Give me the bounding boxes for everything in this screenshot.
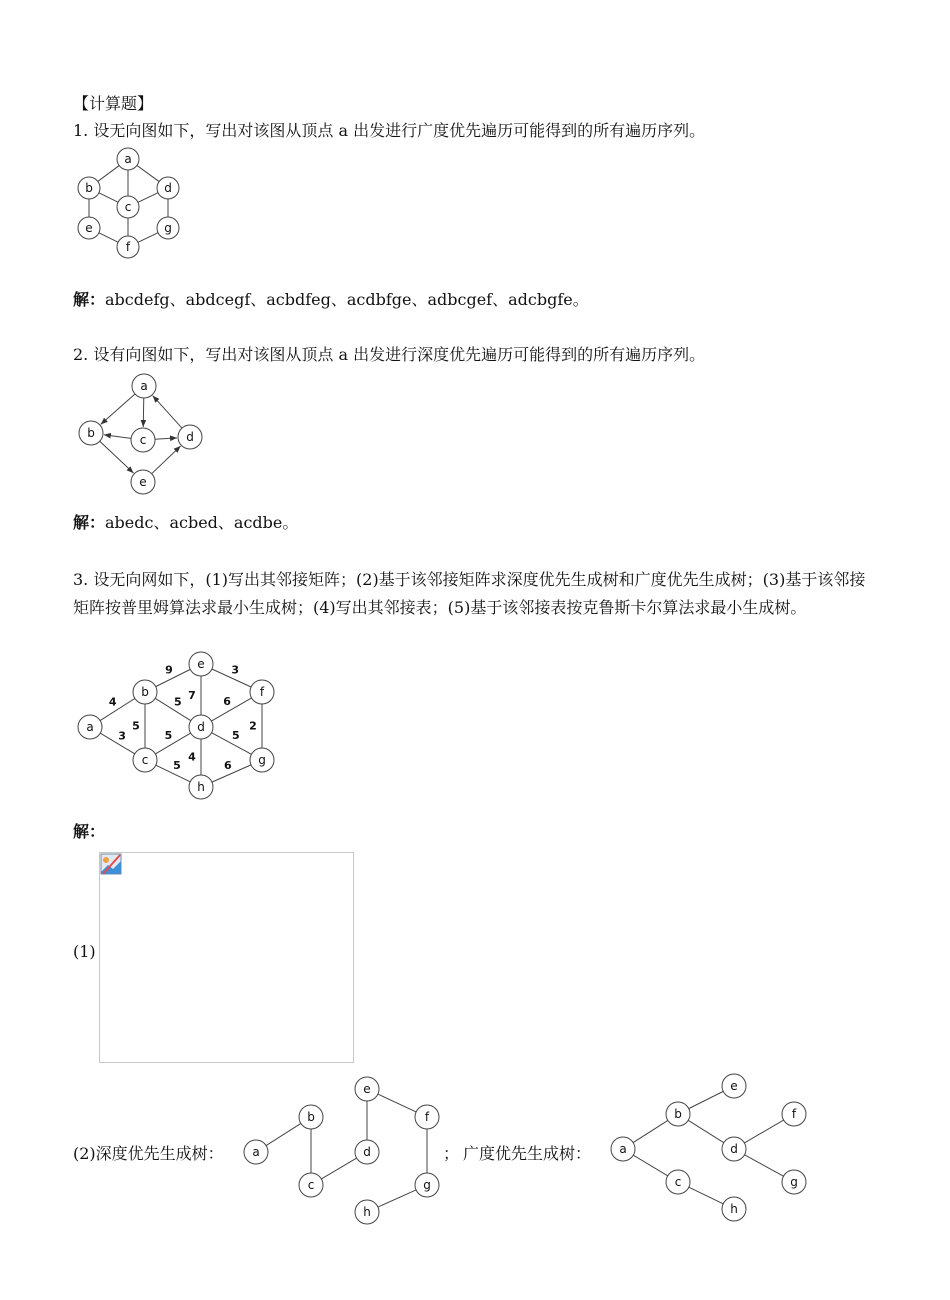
edge-b-e — [689, 1091, 724, 1108]
edge-e-f — [99, 233, 118, 242]
svg-text:h: h — [730, 1202, 738, 1216]
edge-weight-c-d: 5 — [164, 729, 173, 743]
answer-1 — [73, 289, 589, 311]
answer-1-text: abcdefg、abdcegf、acbdfeg、acdbfge、adbcgef、adcbgfe。 — [105, 290, 589, 309]
question-1-text: 1. 设无向图如下，写出对该图从顶点 a 出发进行广度优先遍历可能得到的所有遍历序列。 — [73, 121, 706, 140]
node-f — [250, 680, 274, 704]
edge-a-b — [101, 394, 135, 424]
node-a — [244, 1140, 268, 1164]
edge-c-d — [155, 733, 190, 754]
svg-text:g: g — [258, 753, 266, 767]
svg-text:b: b — [307, 1110, 315, 1124]
section-title: 【计算题】 — [73, 94, 154, 113]
svg-text:d: d — [186, 430, 194, 444]
edge-c-d — [321, 1158, 356, 1179]
edge-a-c — [143, 398, 144, 427]
edge-b-e — [156, 669, 191, 686]
edge-weight-e-f: 3 — [231, 663, 240, 677]
node-b — [133, 680, 157, 704]
svg-text:a: a — [140, 379, 148, 393]
answer-1-prefix: 解： — [73, 290, 106, 309]
svg-text:e: e — [197, 657, 205, 671]
edge-d-f — [744, 1120, 783, 1143]
edge-weight-f-g: 2 — [249, 719, 257, 733]
edge-b-e — [100, 441, 134, 473]
edge-weight-b-d: 5 — [173, 695, 182, 709]
part-2-bfs-label: 广度优先生成树： — [463, 1144, 592, 1163]
edge-weight-c-h: 5 — [173, 758, 181, 772]
svg-text:e: e — [363, 1082, 371, 1096]
svg-text:a: a — [124, 152, 132, 166]
node-a — [78, 715, 102, 739]
svg-text:c: c — [139, 433, 147, 447]
node-f — [415, 1105, 439, 1129]
node-d — [722, 1137, 746, 1161]
node-b — [78, 177, 100, 199]
svg-text:f: f — [259, 685, 265, 699]
node-e — [189, 652, 213, 676]
svg-text:a: a — [86, 720, 94, 734]
edge-weight-d-h: 4 — [188, 750, 196, 764]
answer-2 — [73, 512, 298, 534]
edge-a-b — [633, 1120, 668, 1142]
svg-text:e: e — [139, 475, 147, 489]
node-h — [355, 1200, 379, 1224]
broken-image-icon — [100, 853, 122, 875]
svg-text:d: d — [197, 720, 205, 734]
edge-d-a — [153, 396, 182, 428]
edge-weight-h-g: 6 — [224, 758, 232, 772]
svg-text:h: h — [363, 1205, 371, 1219]
svg-text:d: d — [164, 181, 172, 195]
edge-b-c — [99, 193, 118, 202]
svg-text:c: c — [307, 1178, 315, 1192]
node-e — [355, 1077, 379, 1101]
edge-c-d — [138, 193, 158, 203]
bfs-spanning-tree — [606, 1072, 811, 1222]
edge-weight-b-e: 9 — [165, 663, 173, 677]
svg-text:f: f — [424, 1110, 430, 1124]
node-c — [133, 748, 157, 772]
node-f — [782, 1102, 806, 1126]
node-d — [157, 177, 179, 199]
question-3-text: 3. 设无向网如下，(1)写出其邻接矩阵；(2)基于该邻接矩阵求深度优先生成树和广度优先生成树；(3)基于该邻接矩阵按普里姆算法求最小生成树；(4)写出其邻接表；(5)基于该邻接表按克鲁斯卡尔算法求最小生成树。 — [73, 570, 866, 617]
node-d — [355, 1140, 379, 1164]
edge-g-h — [378, 1190, 416, 1207]
node-g — [415, 1173, 439, 1197]
node-h — [722, 1197, 746, 1221]
edge-e-d — [152, 446, 181, 474]
node-d — [178, 425, 202, 449]
svg-text:f: f — [791, 1107, 797, 1121]
part-1-label: (1) — [73, 942, 96, 961]
node-c — [131, 428, 155, 452]
svg-text:g: g — [790, 1175, 798, 1189]
part-2-separator: ； — [443, 1144, 460, 1163]
svg-text:c: c — [124, 200, 132, 214]
node-a — [611, 1137, 635, 1161]
question-2-text: 2. 设有向图如下，写出对该图从顶点 a 出发进行深度优先遍历可能得到的所有遍历序列。 — [73, 345, 706, 364]
part-2-dfs-label: (2)深度优先生成树： — [73, 1144, 224, 1163]
dfs-spanning-tree — [240, 1075, 445, 1225]
edge-weight-d-g: 5 — [231, 729, 240, 743]
edge-a-b — [98, 166, 119, 182]
edge-a-b — [100, 698, 135, 720]
node-e — [722, 1074, 746, 1098]
node-h — [189, 775, 213, 799]
node-e — [131, 470, 155, 494]
svg-text:d: d — [730, 1142, 738, 1156]
svg-text:g: g — [423, 1178, 431, 1192]
edge-c-h — [689, 1187, 723, 1204]
edge-weight-e-d: 7 — [188, 689, 196, 702]
edge-f-g — [138, 233, 158, 243]
node-b — [79, 421, 103, 445]
svg-text:a: a — [619, 1142, 627, 1156]
svg-text:c: c — [141, 753, 149, 767]
edge-weight-a-c: 3 — [118, 729, 126, 743]
answer-3-prefix: 解： — [73, 822, 106, 841]
edge-c-b — [104, 435, 131, 439]
node-g — [782, 1170, 806, 1194]
edge-weight-b-c: 5 — [132, 719, 140, 733]
svg-text:d: d — [363, 1145, 371, 1159]
undirected-graph-q1 — [75, 146, 185, 262]
svg-text:b: b — [87, 426, 95, 440]
svg-text:e: e — [730, 1079, 738, 1093]
edge-a-b — [266, 1123, 301, 1145]
svg-text:h: h — [197, 780, 205, 794]
adjacency-matrix-image — [99, 852, 354, 1063]
svg-text:a: a — [252, 1145, 260, 1159]
edge-c-d — [155, 438, 177, 439]
answer-2-text: abedc、acbed、acdbe。 — [105, 513, 299, 532]
svg-text:b: b — [674, 1107, 682, 1121]
node-b — [666, 1102, 690, 1126]
svg-text:c: c — [674, 1175, 682, 1189]
node-d — [189, 715, 213, 739]
node-g — [157, 217, 179, 239]
svg-text:f: f — [125, 240, 131, 254]
edge-weight-a-b: 4 — [108, 695, 117, 709]
node-b — [299, 1105, 323, 1129]
node-g — [250, 748, 274, 772]
node-a — [117, 148, 139, 170]
edge-a-c — [633, 1155, 667, 1176]
weighted-network-q3 — [75, 650, 280, 800]
answer-2-prefix: 解： — [73, 513, 106, 532]
directed-graph-q2 — [75, 372, 210, 496]
edge-d-g — [745, 1155, 784, 1176]
edge-weight-f-d: 6 — [223, 695, 231, 709]
svg-text:g: g — [164, 221, 172, 235]
svg-text:b: b — [141, 685, 149, 699]
node-e — [78, 217, 100, 239]
svg-text:e: e — [85, 221, 93, 235]
node-a — [132, 374, 156, 398]
edge-f-d — [211, 698, 251, 721]
node-f — [117, 236, 139, 258]
node-c — [117, 196, 139, 218]
node-c — [299, 1173, 323, 1197]
edge-e-f — [378, 1094, 416, 1112]
svg-text:b: b — [85, 181, 93, 195]
node-c — [666, 1170, 690, 1194]
edge-a-d — [137, 165, 159, 181]
edge-b-d — [688, 1120, 724, 1142]
